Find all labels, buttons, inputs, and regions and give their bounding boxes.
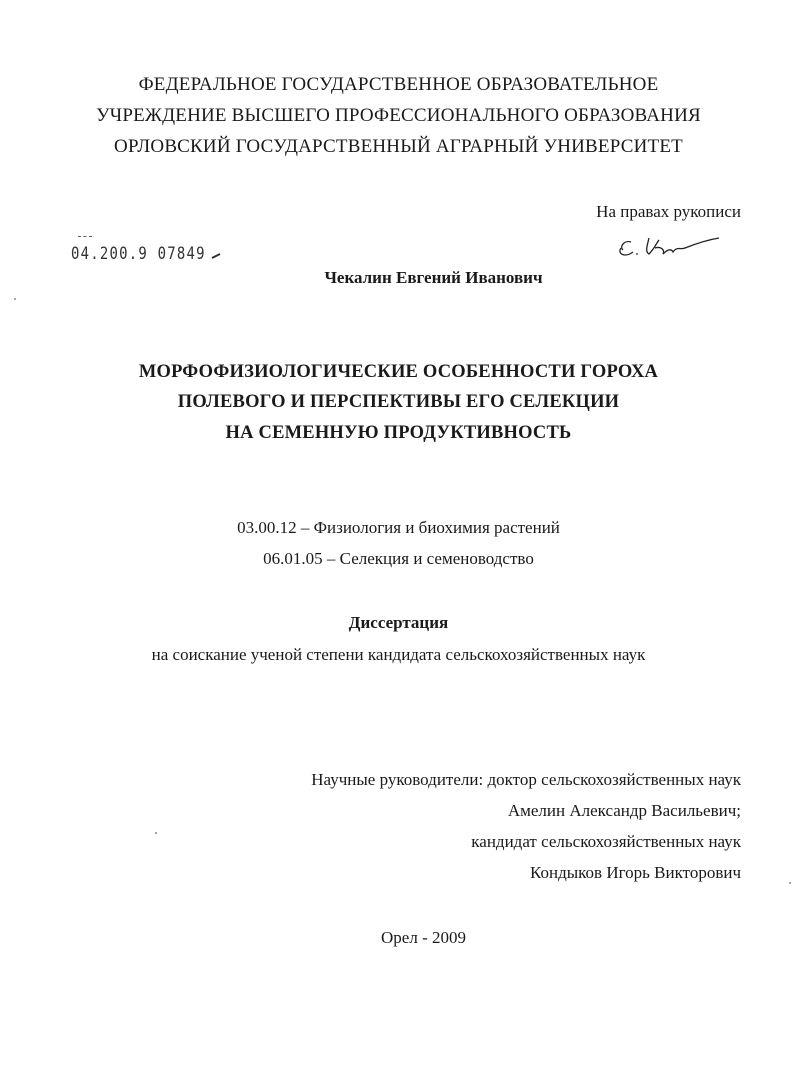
specialty-2: 06.01.05 – Селекция и семеноводство	[263, 549, 534, 568]
place-and-year: Орел - 2009	[381, 928, 466, 947]
specialty-1: 03.00.12 – Физиология и биохимия растений	[237, 518, 560, 537]
degree-line: на соискание ученой степени кандидата сельскохозяйственных наук	[151, 645, 646, 664]
stamp-marker-icon	[211, 252, 221, 260]
author-signature	[615, 228, 725, 264]
institution-line-1: ФЕДЕРАЛЬНОЕ ГОСУДАРСТВЕННОЕ ОБРАЗОВАТЕЛЬНОЕ	[138, 74, 659, 95]
scan-speck	[14, 298, 16, 300]
title-line-2: ПОЛЕВОГО И ПЕРСПЕКТИВЫ ЕГО СЕЛЕКЦИИ	[177, 392, 620, 412]
scan-speck	[155, 832, 157, 834]
supervisors-line-4: Кондыков Игорь Викторович	[529, 863, 741, 882]
title-line-1: МОРФОФИЗИОЛОГИЧЕСКИЕ ОСОБЕННОСТИ ГОРОХА	[138, 362, 659, 382]
supervisors-line-1: Научные руководители: доктор сельскохозяйственных наук	[311, 770, 741, 789]
archive-stamp-mark	[78, 236, 92, 238]
title-line-3: НА СЕМЕННУЮ ПРОДУКТИВНОСТЬ	[225, 423, 572, 443]
dissertation-heading: Диссертация	[348, 613, 449, 632]
author-name: Чекалин Евгений Иванович	[324, 268, 543, 287]
institution-line-3: ОРЛОВСКИЙ ГОСУДАРСТВЕННЫЙ АГРАРНЫЙ УНИВЕРСИТЕТ	[114, 136, 683, 157]
institution-line-2: УЧРЕЖДЕНИЕ ВЫСШЕГО ПРОФЕССИОНАЛЬНОГО ОБРАЗОВАНИЯ	[96, 105, 701, 126]
scan-speck	[789, 882, 791, 884]
supervisors-line-3: кандидат сельскохозяйственных наук	[471, 832, 741, 851]
manuscript-rights-label: На правах рукописи	[596, 202, 741, 221]
supervisors-line-2: Амелин Александр Васильевич;	[507, 801, 741, 820]
archive-number-stamp: 04.200.9 07849	[71, 244, 206, 264]
